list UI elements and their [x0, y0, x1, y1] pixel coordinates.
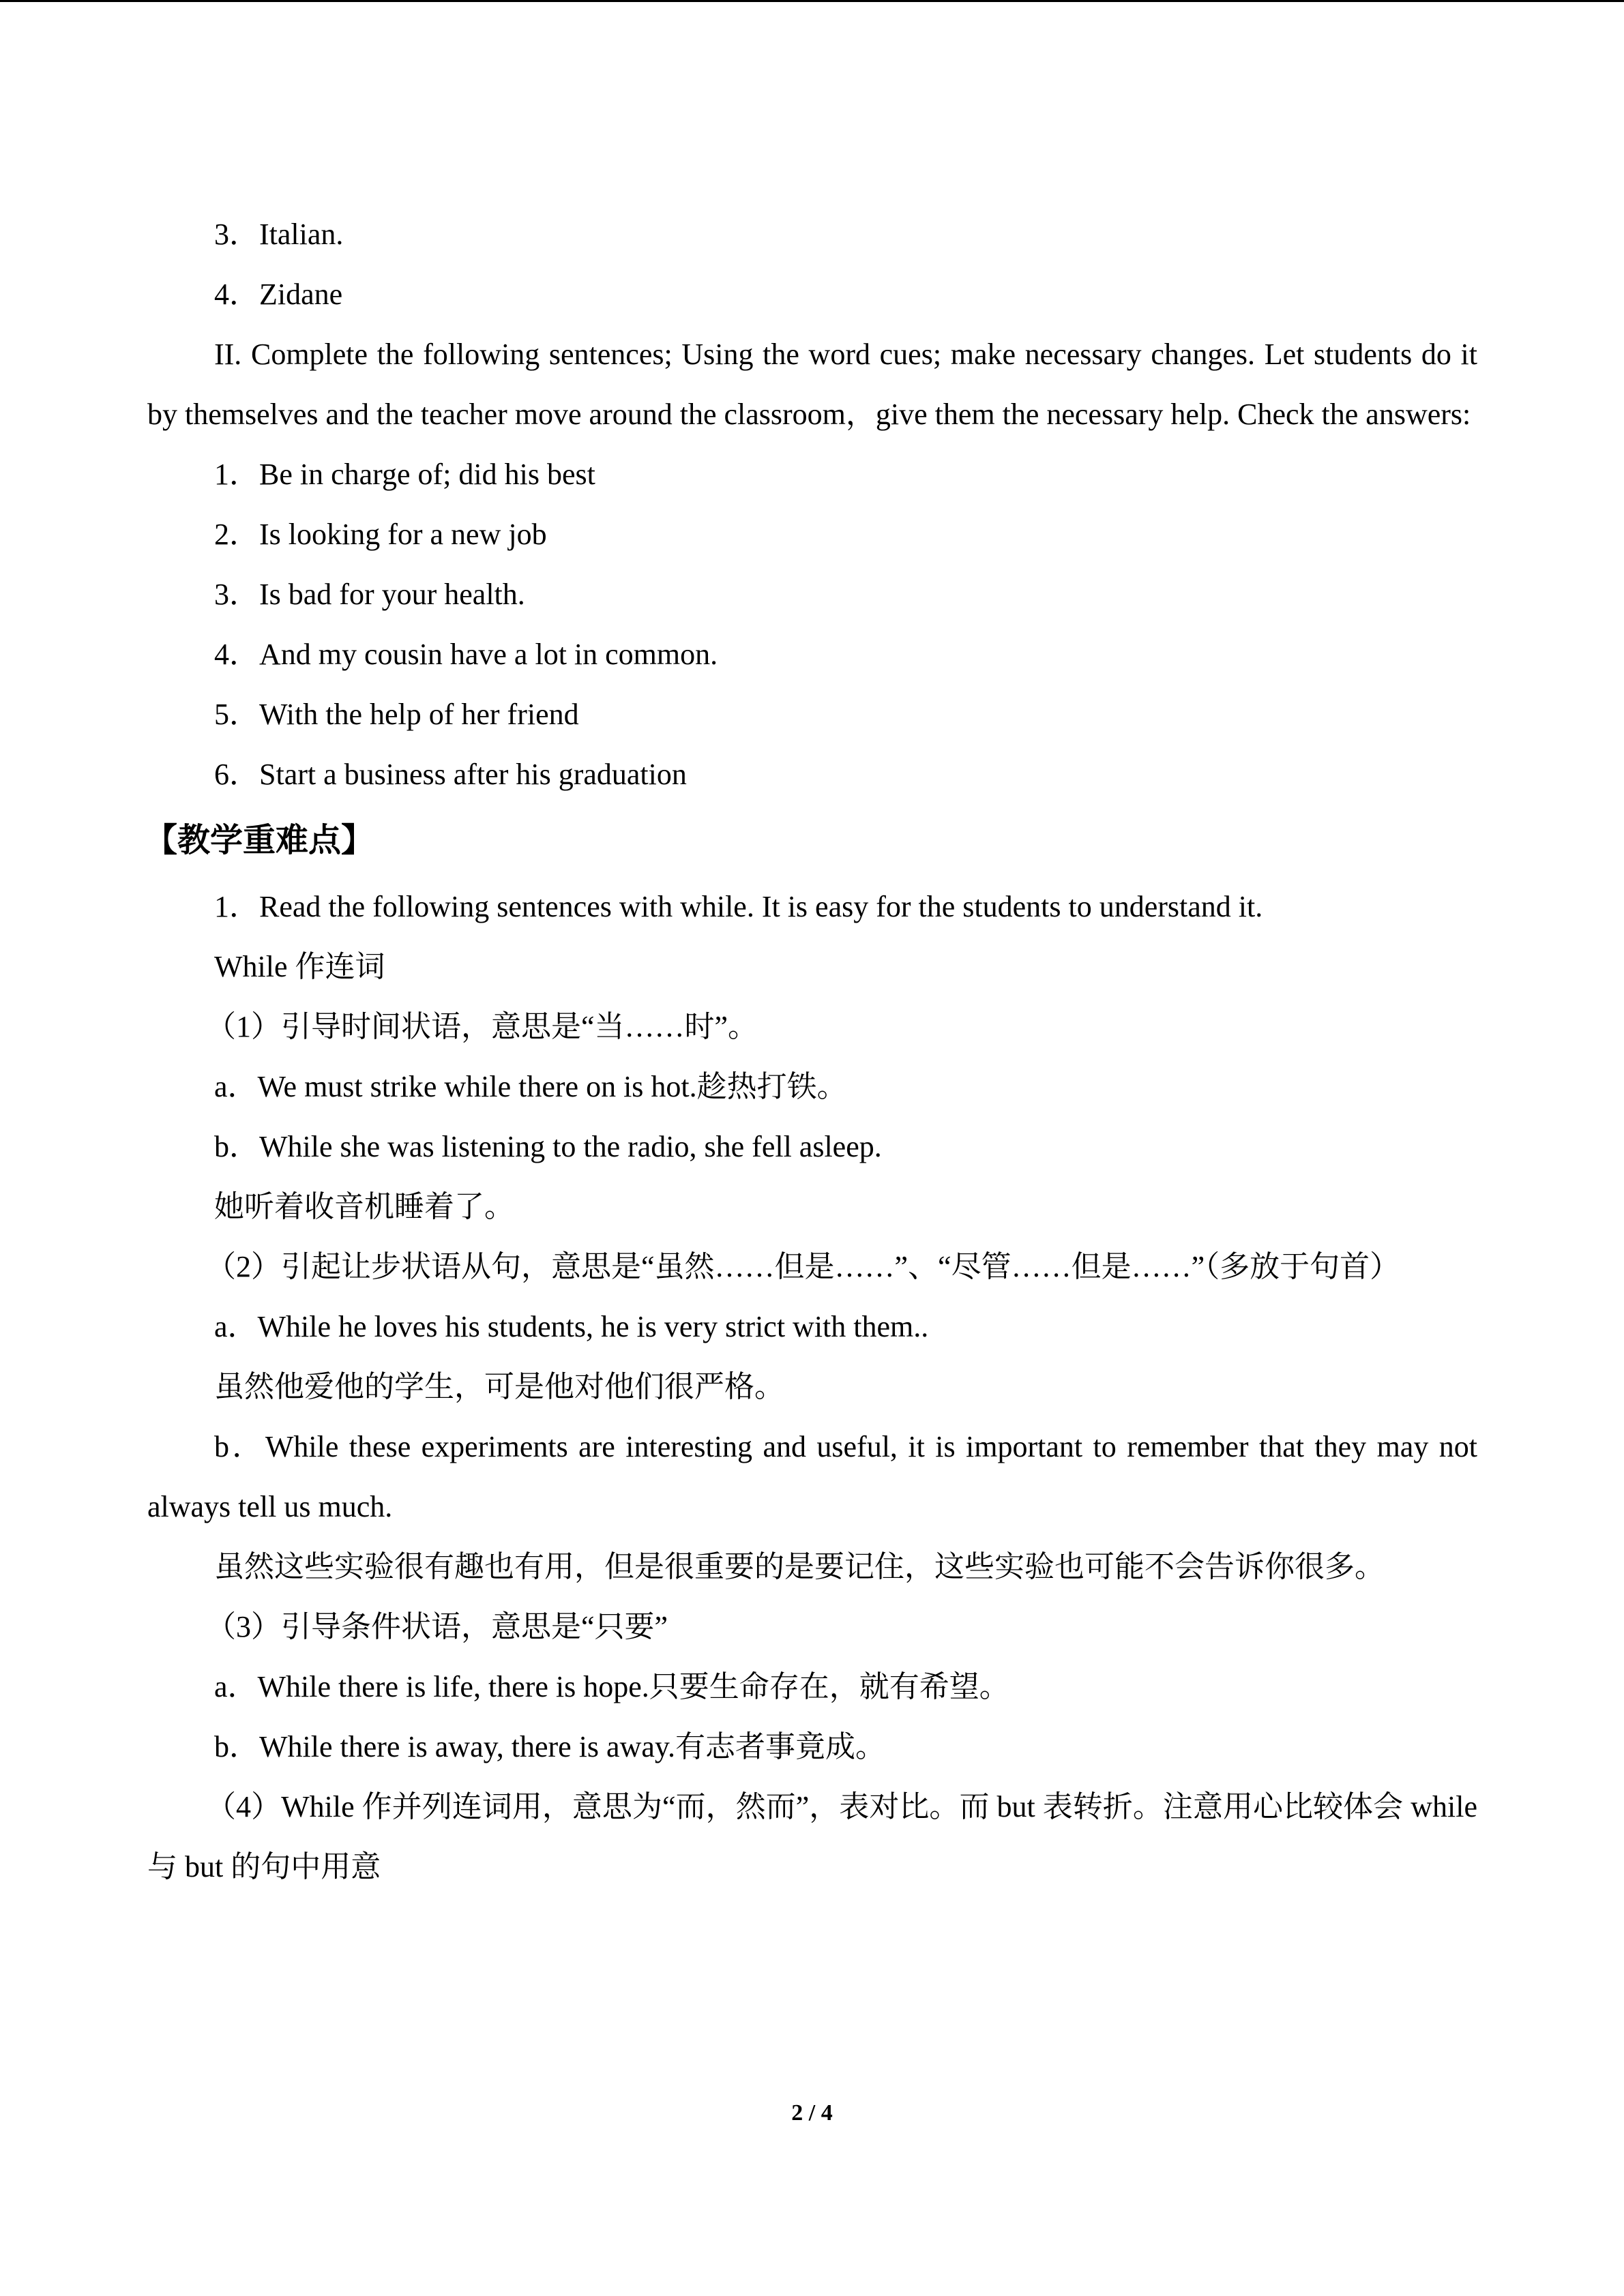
key-point-intro: 1．Read the following sentences with while. It is easy for the students to understand it.	[214, 890, 1263, 923]
answer-line: 6．Start a business after his graduation	[214, 758, 687, 791]
condition-clause-title: （3）引导条件状语，意思是“只要”	[206, 1610, 668, 1643]
concession-clause-title: （2）引起让步状语从句，意思是“虽然……但是……”、“尽管……但是……”（多放于句首）	[206, 1250, 1400, 1283]
while-conjunction-label: While 作连词	[214, 950, 385, 983]
contrast-usage-title: （4）While 作并列连词用，意思为“而，然而”，表对比。而 but 表转折。注意用心比较体会 while 与 but 的句中用意	[147, 1790, 1477, 1883]
example-sentence: b．While there is away, there is away.有志者事竟成。	[214, 1730, 886, 1763]
example-sentence: a．While there is life, there is hope.只要生命存在，就有希望。	[214, 1670, 1009, 1703]
answer-line: 1．Be in charge of; did his best	[214, 458, 595, 491]
top-border-line	[0, 0, 1624, 2]
example-sentence: a．While he loves his students, he is very strict with them..	[214, 1310, 929, 1343]
example-sentence: a．We must strike while there on is hot.趁热打铁。	[214, 1070, 847, 1103]
example-translation: 她听着收音机睡着了。	[214, 1190, 514, 1223]
answer-line: 2．Is looking for a new job	[214, 518, 547, 551]
time-clause-title: （1）引导时间状语，意思是“当……时”。	[206, 1010, 758, 1043]
section-heading: 【教学重难点】	[145, 821, 374, 859]
answer-line: 3．Italian.	[214, 218, 344, 251]
example-sentence: b．While these experiments are interesting and useful, it is important to remember that they may not always tell us much.	[147, 1430, 1477, 1523]
answer-line: 4．And my cousin have a lot in common.	[214, 638, 718, 671]
section-intro-paragraph: II. Complete the following sentences; Using the word cues; make necessary changes. Let students do it by themselves and the teacher move around the classroom，give them the necessary help. Check the answers:	[147, 338, 1477, 431]
answer-line: 3．Is bad for your health.	[214, 578, 525, 611]
example-translation: 虽然这些实验很有趣也有用，但是很重要的是要记住，这些实验也可能不会告诉你很多。	[214, 1550, 1385, 1583]
example-sentence: b．While she was listening to the radio, she fell asleep.	[214, 1130, 882, 1163]
example-translation: 虽然他爱他的学生，可是他对他们很严格。	[214, 1370, 784, 1403]
page-number: 2 / 4	[791, 2100, 833, 2126]
answer-line: 4．Zidane	[214, 278, 343, 311]
answer-line: 5．With the help of her friend	[214, 698, 579, 731]
document-body	[147, 205, 1477, 1897]
